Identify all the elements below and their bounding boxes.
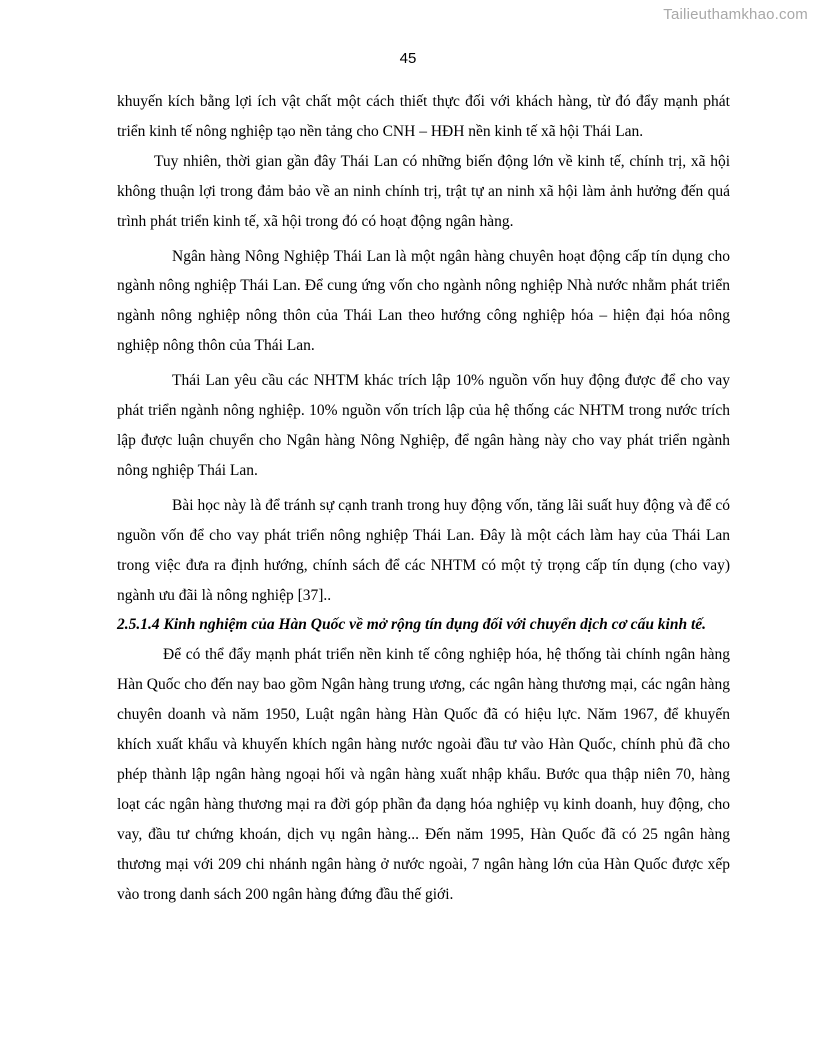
paragraph-4: Thái Lan yêu cầu các NHTM khác trích lập 10% nguồn vốn huy động được để cho vay phát triển ngành nông nghiệp. 10% nguồn vốn trích lập của hệ thống các NHTM trong nước trích lập được luận chuyển cho Ngân hàng Nông Nghiệp, để ngân hàng này cho vay phát triển ngành nông nghiệp Thái Lan. [117, 372, 730, 479]
page-number: 45 [399, 50, 417, 67]
watermark-text: Tailieuthamkhao.com [663, 6, 808, 23]
paragraph-3: Ngân hàng Nông Nghiệp Thái Lan là một ngân hàng chuyên hoạt động cấp tín dụng cho ngành nông nghiệp Thái Lan. Để cung ứng vốn cho ngành nông nghiệp Nhà nước nhằm phát triển ngành nông nghiệp nông thôn của Thái Lan theo hướng công nghiệp hóa – hiện đại hóa nông nghiệp nông thôn của Thái Lan. [117, 247, 730, 355]
paragraph-6: Để có thể đẩy mạnh phát triển nền kinh tế công nghiệp hóa, hệ thống tài chính ngân hàng Hàn Quốc cho đến nay bao gồm Ngân hàng trung ương, các ngân hàng thương mại, các ngân hàng chuyên doanh và năm 1950, Luật ngân hàng Hàn Quốc đã có hiệu lực. Năm 1967, để khuyến khích xuất khẩu và khuyến khích ngân hàng nước ngoài đầu tư vào Hàn Quốc, chính phủ đã cho phép thành lập ngân hàng ngoại hối và ngân hàng xuất nhập khẩu. Bước qua thập niên 70, hàng loạt các ngân hàng thương mại ra đời góp phần đa dạng hóa nghiệp vụ kinh doanh, huy động, cho vay, đầu tư chứng khoán, dịch vụ ngân hàng... Đến năm 1995, Hàn Quốc đã có 25 ngân hàng thương mại với 209 chi nhánh ngân hàng ở nước ngoài, 7 ngân hàng lớn của Hàn Quốc được xếp vào trong danh sách 200 ngân hàng đứng đầu thế giới. [117, 646, 730, 903]
paragraph-5: Bài học này là để tránh sự cạnh tranh trong huy động vốn, tăng lãi suất huy động và để có nguồn vốn để cho vay phát triển nông nghiệp Thái Lan. Đây là một cách làm hay của Thái Lan trong việc đưa ra định hướng, chính sách để các NHTM có một tỷ trọng cấp tín dụng (cho vay) ngành ưu đãi là nông nghiệp [37].. [117, 496, 730, 604]
section-heading: 2.5.1.4 Kinh nghiệm của Hàn Quốc về mở rộng tín dụng đối với chuyển dịch cơ cấu kinh tế. [117, 616, 707, 634]
paragraph-1: khuyến kích bằng lợi ích vật chất một cách thiết thực đối với khách hàng, từ đó đẩy mạnh phát triển kinh tế nông nghiệp tạo nền tảng cho CNH – HĐH nền kinh tế xã hội Thái Lan. [117, 93, 730, 140]
paragraph-2: Tuy nhiên, thời gian gần đây Thái Lan có những biến động lớn về kinh tế, chính trị, xã hội không thuận lợi trong đảm bảo về an ninh chính trị, trật tự an ninh xã hội làm ảnh hưởng đến quá trình phát triển kinh tế, xã hội trong đó có hoạt động ngân hàng. [117, 152, 730, 230]
document-body [117, 87, 730, 909]
